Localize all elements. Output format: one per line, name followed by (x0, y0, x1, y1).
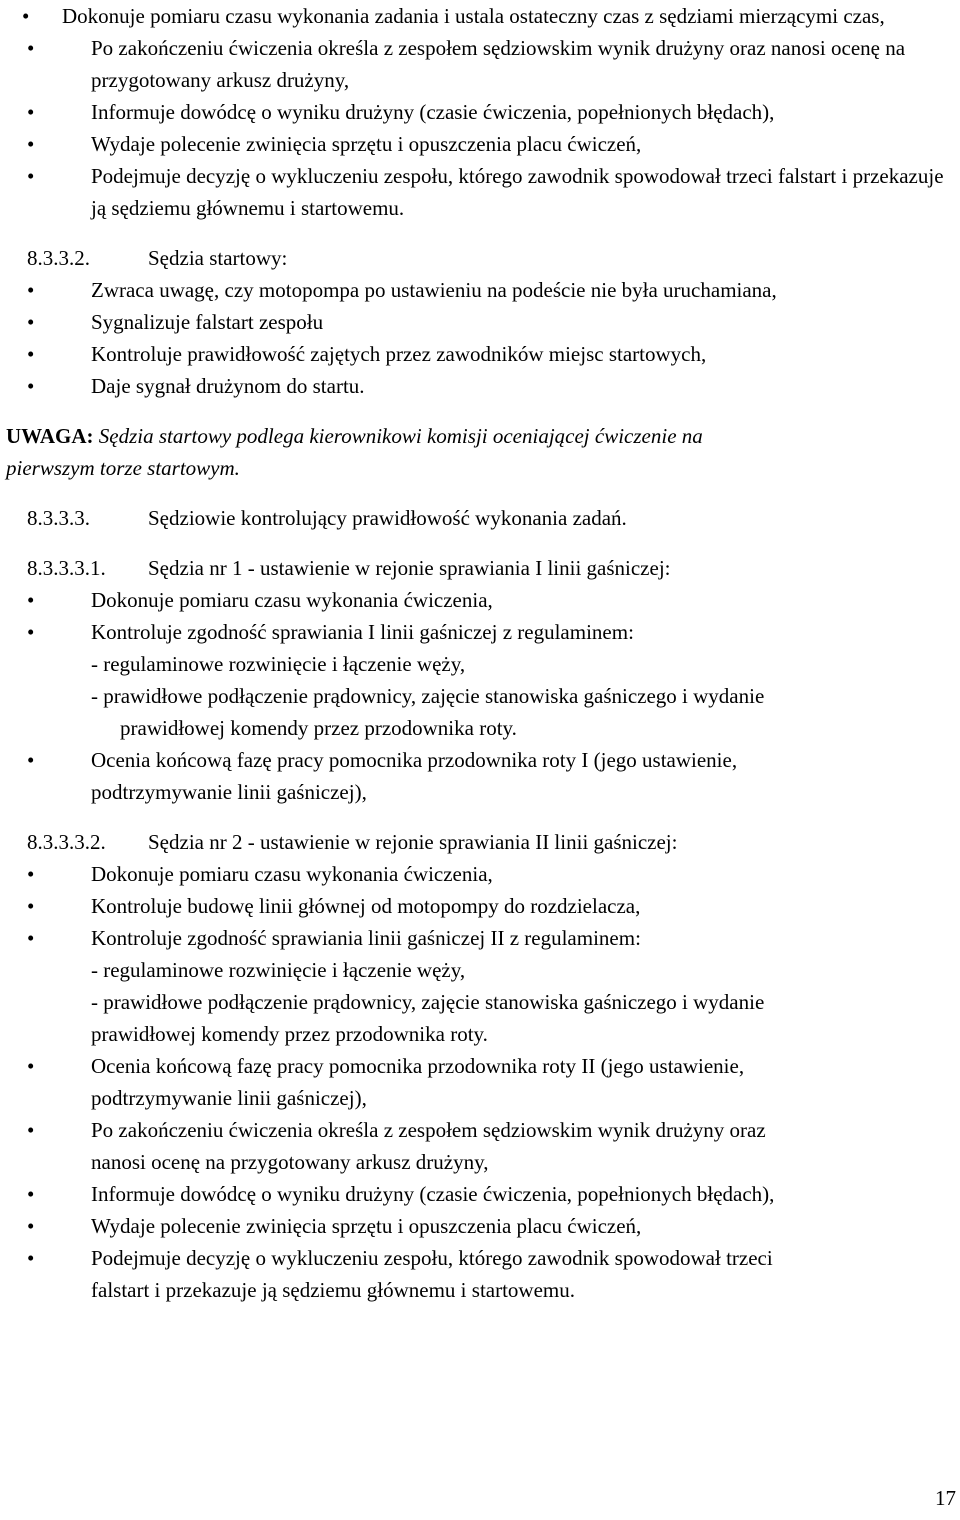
bullet-icon: • (27, 1118, 35, 1142)
bullet-icon: • (27, 1214, 35, 1238)
bullet-icon: • (27, 620, 35, 644)
list-item: • Ocenia końcową fazę pracy pomocnika przodownika roty II (jego ustawienie, (0, 1050, 960, 1082)
list-item: • Sygnalizuje falstart zespołu (0, 306, 960, 338)
section-heading-starter: 8.3.3.2. Sędzia startowy: (27, 246, 288, 270)
note-text: Sędzia startowy podlega kierownikowi komisji oceniającej ćwiczenie na (98, 424, 703, 448)
list-item: • Kontroluje zgodność sprawiania I linii gaśniczej z regulaminem: (0, 616, 960, 648)
bullet-icon: • (27, 1054, 35, 1078)
list-item: • Informuje dowódcę o wyniku drużyny (czasie ćwiczenia, popełnionych błędach), (0, 1178, 960, 1210)
starter-duties-list (0, 274, 960, 402)
list-item-cont: podtrzymywanie linii gaśniczej), (91, 1086, 367, 1110)
bullet-icon: • (27, 374, 35, 398)
section-heading-judge-2: 8.3.3.3.2. Sędzia nr 2 - ustawienie w rejonie sprawiania II linii gaśniczej: (27, 830, 678, 854)
list-item-cont: falstart i przekazuje ją sędziemu głównemu i startowemu. (91, 1278, 575, 1302)
bullet-icon: • (27, 310, 35, 334)
bullet-icon: • (27, 1182, 35, 1206)
sub-item-cont: prawidłowej komendy przez przodownika roty. (91, 1022, 488, 1046)
bullet-icon: • (22, 4, 30, 28)
bullet-icon: • (27, 342, 35, 366)
note-block (0, 420, 960, 452)
section-heading-judge-1: 8.3.3.3.1. Sędzia nr 1 - ustawienie w rejonie sprawiania I linii gaśniczej: (27, 556, 671, 580)
list-item: • Wydaje polecenie zwinięcia sprzętu i opuszczenia placu ćwiczeń, (0, 1210, 960, 1242)
bullet-icon: • (27, 1246, 35, 1270)
sub-item-cont: prawidłowej komendy przez przodownika roty. (120, 716, 517, 740)
sub-item: - prawidłowe podłączenie prądownicy, zajęcie stanowiska gaśniczego i wydanie (91, 684, 765, 708)
list-item: • Daje sygnał drużynom do startu. (0, 370, 960, 402)
bullet-icon: • (27, 164, 35, 188)
list-item: • Dokonuje pomiaru czasu wykonania ćwiczenia, (0, 858, 960, 890)
bullet-icon: • (27, 278, 35, 302)
list-item: • Kontroluje zgodność sprawiania linii gaśniczej II z regulaminem: (0, 922, 960, 954)
bullet-icon: • (27, 862, 35, 886)
list-item-cont: podtrzymywanie linii gaśniczej), (91, 780, 367, 804)
bullet-icon: • (27, 100, 35, 124)
judge-2-list (0, 858, 960, 954)
note-text-cont: pierwszym torze startowym. (6, 456, 240, 480)
list-item: • Dokonuje pomiaru czasu wykonania ćwiczenia, (0, 584, 960, 616)
list-item: • Po zakończeniu ćwiczenia określa z zespołem sędziowskim wynik drużyny oraz nanosi ocenę na przygotowany arkusz drużyny, (0, 32, 960, 96)
list-item: • Zwraca uwagę, czy motopompa po ustawieniu na podeście nie była uruchamiana, (0, 274, 960, 306)
list-item: • Kontroluje prawidłowość zajętych przez zawodników miejsc startowych, (0, 338, 960, 370)
bullet-icon: • (27, 748, 35, 772)
list-item: • Kontroluje budowę linii głównej od motopompy do rozdzielacza, (0, 890, 960, 922)
intro-list (0, 0, 960, 224)
list-item: • Podejmuje decyzję o wykluczeniu zespołu, którego zawodnik spowodował trzeci (0, 1242, 960, 1274)
list-item: • Wydaje polecenie zwinięcia sprzętu i opuszczenia placu ćwiczeń, (0, 128, 960, 160)
sub-item: - regulaminowe rozwinięcie i łączenie węży, (91, 652, 466, 676)
sub-item: - prawidłowe podłączenie prądownicy, zajęcie stanowiska gaśniczego i wydanie (91, 990, 765, 1014)
bullet-icon: • (27, 132, 35, 156)
bullet-icon: • (27, 588, 35, 612)
list-item: • Ocenia końcową fazę pracy pomocnika przodownika roty I (jego ustawienie, (0, 744, 960, 776)
page-number: 17 (935, 1486, 956, 1510)
list-item-cont: nanosi ocenę na przygotowany arkusz drużyny, (91, 1150, 489, 1174)
sub-item: - regulaminowe rozwinięcie i łączenie węży, (91, 958, 466, 982)
list-item: • Dokonuje pomiaru czasu wykonania zadania i ustala ostateczny czas z sędziami mierzącymi czas, (0, 0, 960, 32)
bullet-icon: • (27, 894, 35, 918)
bullet-icon: • (27, 36, 35, 60)
note-label: UWAGA: (6, 424, 94, 448)
judge-1-list (0, 584, 960, 648)
list-item: • Po zakończeniu ćwiczenia określa z zespołem sędziowskim wynik drużyny oraz (0, 1114, 960, 1146)
bullet-icon: • (27, 926, 35, 950)
list-item: • Informuje dowódcę o wyniku drużyny (czasie ćwiczenia, popełnionych błędach), (0, 96, 960, 128)
section-heading-judges: 8.3.3.3. Sędziowie kontrolujący prawidłowość wykonania zadań. (27, 506, 627, 530)
list-item: • Podejmuje decyzję o wykluczeniu zespołu, którego zawodnik spowodował trzeci falstart i przekazuje ją sędziemu głównemu i startowemu. (0, 160, 960, 224)
